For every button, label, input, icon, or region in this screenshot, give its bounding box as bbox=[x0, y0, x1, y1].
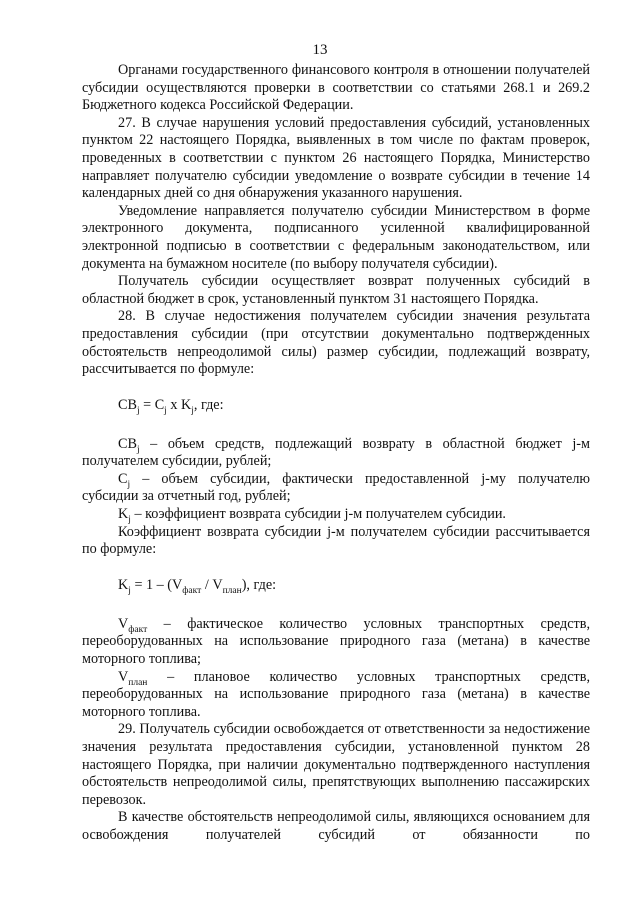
paragraph-refund: Получатель субсидии осуществляет возврат полученных субсидий в областной бюджет в срок, установленный пунктом 31 настоящего Порядка. bbox=[82, 273, 590, 307]
definition-k: $K_j$ – коэффициент возврата субсидии j-м получателем субсидии. bbox=[118, 506, 506, 525]
definition-cb: $CB_j$ – объем средств, подлежащий возврату в областной бюджет j-м получателем субсидии, рублей; bbox=[82, 435, 590, 470]
definition-vplan: $V_{план}$ – плановое количество условных транспортных средств, переоборудованных на использование природного газа (метана) в качестве моторного топлива. bbox=[82, 668, 590, 720]
definition-vfact: $V_{факт}$ – фактическое количество условных транспортных средств, переоборудованных на использование природного газа (метана) в качестве моторного топлива; bbox=[82, 615, 590, 668]
paragraph-audit: Органами государственного финансового контроля в отношении получателей субсидии осуществляются проверки в соответствии со статьями 268.1 и 269.2 Бюджетного кодекса Российской Федерации. bbox=[82, 62, 590, 114]
document-body bbox=[82, 62, 590, 845]
formula-refund-amount: $CB_j = C_j$ x $K_j$, где: bbox=[118, 396, 224, 416]
paragraph-notification: Уведомление направляется получателю субсидии Министерством в форме электронного документа, подписанного усиленной квалифицированной электронной подписью в соответствии с федеральным законодательством, или документа на бумажном носителе (по выбору получателя субсидии). bbox=[82, 202, 590, 272]
formula-coefficient: $K_j = 1 - (V_{факт} / V_{план})$, где: bbox=[118, 576, 277, 596]
paragraph-28: 28. В случае недостижения получателем субсидии значения результата предоставления субсидии (при отсутствии документально подтвержденных обстоятельств непреодолимой силы) размер субсидии, подлежащий возврату, рассчитывается по формуле: bbox=[82, 308, 590, 378]
page-number: 13 bbox=[312, 42, 328, 58]
paragraph-force-majeure: В качестве обстоятельств непреодолимой силы, являющихся основанием для освобождения получателей субсидий от обязанности по bbox=[82, 809, 590, 843]
definition-c: $C_j$ – объем субсидии, фактически предоставленной j-му получателю субсидии за отчетный год, рублей; bbox=[82, 470, 590, 505]
paragraph-29: 29. Получатель субсидии освобождается от ответственности за недостижение значения результата предоставления субсидии, установленной пунктом 28 настоящего Порядка, при наличии документально подтвержденного наступления обстоятельств непреодолимой силы, препятствующих выполнению пассажирских перевозок. bbox=[82, 721, 590, 808]
paragraph-coefficient: Коэффициент возврата субсидии j-м получателем субсидии рассчитывается по формуле: bbox=[82, 523, 590, 558]
paragraph-27: 27. В случае нарушения условий предоставления субсидий, установленных пунктом 22 настоящего Порядка, выявленных в том числе по фактам проверок, проведенных в соответствии с пунктом 26 настоящего Порядка, Министерство направляет получателю субсидии уведомление о возврате субсидии в течение 14 календарных дней со дня обнаружения указанного нарушения. bbox=[82, 114, 590, 202]
